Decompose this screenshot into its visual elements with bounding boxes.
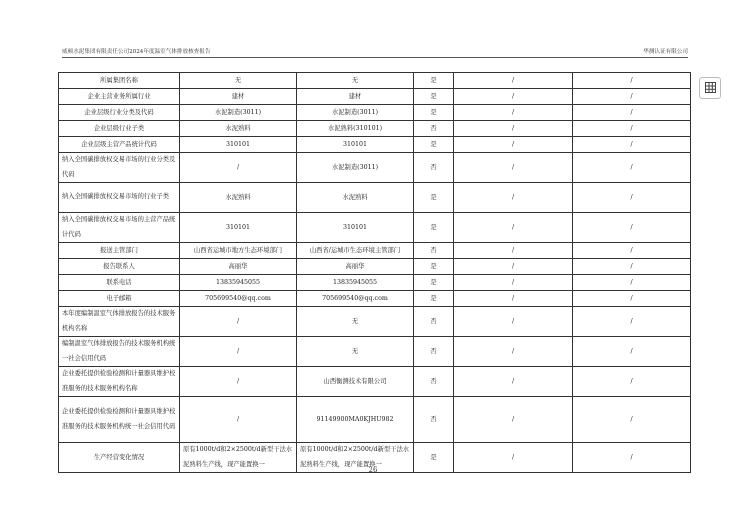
reported-value: /	[180, 337, 297, 367]
ocr-scan-button[interactable]	[699, 77, 721, 99]
note-cell: /	[454, 397, 573, 443]
note-cell: /	[573, 397, 691, 443]
header-company: 华测认证有限公司	[643, 49, 688, 55]
table-row	[59, 153, 691, 183]
verified-value: 水泥制造(3011)	[297, 153, 414, 183]
reported-value: 水泥制造(3011)	[180, 105, 297, 121]
verified-value: 310101	[297, 137, 414, 153]
table-row	[59, 73, 691, 89]
page-number: 26	[368, 466, 378, 474]
note-cell: /	[454, 89, 573, 105]
consistency-flag: 否	[414, 397, 454, 443]
consistency-flag: 是	[414, 275, 454, 291]
table-row	[59, 259, 691, 275]
note-cell: /	[573, 307, 691, 337]
row-label: 企业层级行业子类	[59, 121, 180, 137]
note-cell: /	[573, 367, 691, 397]
row-label: 编制温室气体排放报告的技术服务机构统一社会信用代码	[59, 337, 180, 367]
verified-value: 无	[297, 307, 414, 337]
table-row	[59, 213, 691, 243]
consistency-flag: 是	[414, 213, 454, 243]
note-cell: /	[454, 367, 573, 397]
page-header	[62, 45, 688, 58]
note-cell: /	[573, 259, 691, 275]
table-row	[59, 243, 691, 259]
note-cell: /	[454, 243, 573, 259]
table-row	[59, 183, 691, 213]
note-cell: /	[454, 73, 573, 89]
reported-value: 水泥熟料	[180, 183, 297, 213]
row-label: 纳入全国碳排放权交易市场的主营产品统计代码	[59, 213, 180, 243]
verified-value: 水泥熟料(310101)	[297, 121, 414, 137]
table-grid-icon	[704, 79, 717, 98]
note-cell: /	[573, 183, 691, 213]
reported-value: /	[180, 153, 297, 183]
note-cell: /	[573, 137, 691, 153]
note-cell: /	[573, 337, 691, 367]
row-label: 报送主管部门	[59, 243, 180, 259]
row-label: 本年度编制温室气体排放报告的技术服务机构名称	[59, 307, 180, 337]
note-cell: /	[573, 121, 691, 137]
table-row	[59, 89, 691, 105]
reported-value: 705699540@qq.com	[180, 291, 297, 307]
row-label: 企业委托提供检验检测和计量器具维护校准服务的技术服务机构名称	[59, 367, 180, 397]
note-cell: /	[454, 153, 573, 183]
row-label: 企业主营业务所属行业	[59, 89, 180, 105]
row-label: 所属集团名称	[59, 73, 180, 89]
consistency-flag: 是	[414, 291, 454, 307]
consistency-flag: 是	[414, 105, 454, 121]
note-cell: /	[454, 183, 573, 213]
note-cell: /	[454, 307, 573, 337]
note-cell: /	[573, 275, 691, 291]
reported-value: /	[180, 397, 297, 443]
reported-value: 山西省运城市地方生态环境部门	[180, 243, 297, 259]
verified-value: 705699540@qq.com	[297, 291, 414, 307]
consistency-flag: 否	[414, 307, 454, 337]
reported-value: 建材	[180, 89, 297, 105]
consistency-flag: 否	[414, 367, 454, 397]
note-cell: /	[454, 121, 573, 137]
consistency-flag: 是	[414, 259, 454, 275]
note-cell: /	[573, 89, 691, 105]
reported-value: 310101	[180, 137, 297, 153]
row-label: 企业层级行业分类及代码	[59, 105, 180, 121]
note-cell: /	[573, 291, 691, 307]
verified-value: 山西省/运城市生态环境主管部门	[297, 243, 414, 259]
consistency-flag: 是	[414, 443, 454, 473]
row-label: 企业层级主营产品统计代码	[59, 137, 180, 153]
row-label: 电子邮箱	[59, 291, 180, 307]
consistency-flag: 是	[414, 137, 454, 153]
consistency-flag: 否	[414, 153, 454, 183]
note-cell: /	[454, 105, 573, 121]
note-cell: /	[454, 291, 573, 307]
consistency-flag: 是	[414, 183, 454, 213]
row-label: 企业委托提供检验检测和计量器具维护校准服务的技术服务机构统一社会信用代码	[59, 397, 180, 443]
row-label: 纳入全国碳排放权交易市场的行业分类及代码	[59, 153, 180, 183]
reported-value: 310101	[180, 213, 297, 243]
verified-value: 13835945055	[297, 275, 414, 291]
note-cell: /	[573, 153, 691, 183]
note-cell: /	[454, 443, 573, 473]
table-row	[59, 121, 691, 137]
row-label: 纳入全国碳排放权交易市场的行业子类	[59, 183, 180, 213]
verified-value: 建材	[297, 89, 414, 105]
table-row	[59, 307, 691, 337]
note-cell: /	[454, 337, 573, 367]
note-cell: /	[573, 213, 691, 243]
verification-table	[58, 72, 691, 473]
row-label: 生产经营变化情况	[59, 443, 180, 473]
row-label: 报告联系人	[59, 259, 180, 275]
consistency-flag: 否	[414, 337, 454, 367]
consistency-flag: 是	[414, 89, 454, 105]
verified-value: 水泥熟料	[297, 183, 414, 213]
reported-value: 13835945055	[180, 275, 297, 291]
consistency-flag: 是	[414, 73, 454, 89]
reported-value: /	[180, 367, 297, 397]
note-cell: /	[454, 275, 573, 291]
table-row	[59, 137, 691, 153]
reported-value: 高丽华	[180, 259, 297, 275]
note-cell: /	[573, 243, 691, 259]
consistency-flag: 否	[414, 121, 454, 137]
table-row	[59, 275, 691, 291]
table-row	[59, 337, 691, 367]
header-report-title: 威顿水泥集团有限责任公司2024年度温室气体排放核查报告	[62, 49, 211, 55]
verified-value: 原有1000t/d和2×2500t/d新型干法水泥熟料生产线，现产能置换一	[297, 443, 414, 473]
verified-value: 无	[297, 73, 414, 89]
table-row	[59, 367, 691, 397]
row-label: 联系电话	[59, 275, 180, 291]
note-cell: /	[573, 105, 691, 121]
consistency-flag: 否	[414, 243, 454, 259]
note-cell: /	[454, 259, 573, 275]
table-row	[59, 105, 691, 121]
verified-value: 山西衡测技术有限公司	[297, 367, 414, 397]
verified-value: 91149900MA0KJHU982	[297, 397, 414, 443]
verified-value: 无	[297, 337, 414, 367]
table-row	[59, 397, 691, 443]
reported-value: 无	[180, 73, 297, 89]
table-row	[59, 291, 691, 307]
reported-value: /	[180, 307, 297, 337]
verified-value: 310101	[297, 213, 414, 243]
note-cell: /	[573, 73, 691, 89]
verified-value: 水泥制造(3011)	[297, 105, 414, 121]
reported-value: 水泥熟料	[180, 121, 297, 137]
note-cell: /	[454, 213, 573, 243]
note-cell: /	[573, 443, 691, 473]
reported-value: 原有1000t/d和2×2500t/d新型干法水泥熟料生产线，现产能置换一	[180, 443, 297, 473]
note-cell: /	[454, 137, 573, 153]
verified-value: 高丽华	[297, 259, 414, 275]
